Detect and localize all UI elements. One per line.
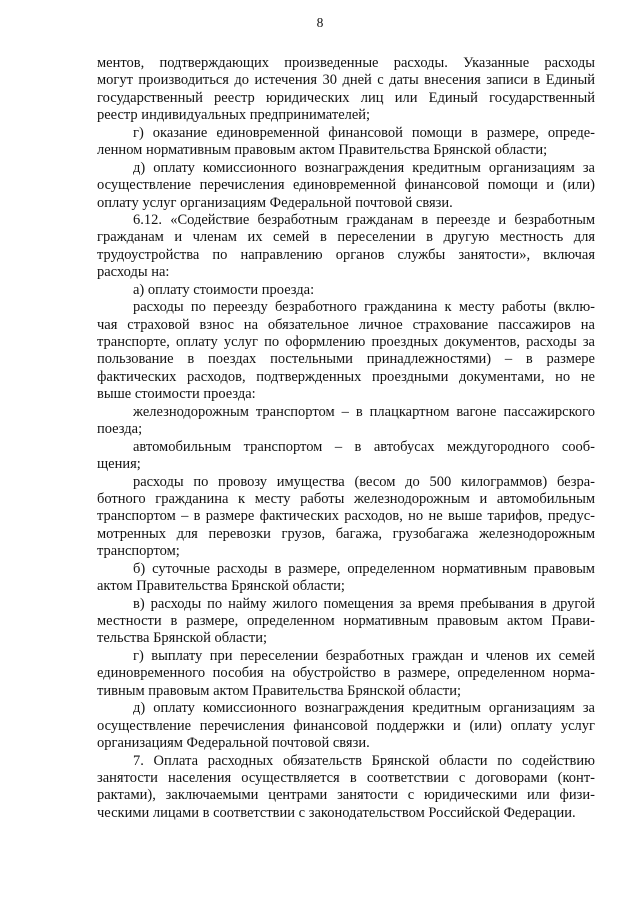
text-line: актом Правительства Брянской области; [97, 578, 345, 595]
text-line: мотренных для перевозки грузов, багажа, грузобагажа железнодорожным [97, 525, 595, 542]
text-line: занятости населения осуществляется в соответствии с договорами (конт- [97, 769, 595, 786]
text-line: ментов, подтверждающих произведенные расходы. Указанные расходы [97, 55, 595, 71]
text-line: расходы на: [97, 264, 170, 281]
text-line: расходы по провозу имущества (весом до 500 килограммов) безра- [133, 473, 595, 490]
text-line: могут производиться до истечения 30 дней с даты внесения записи в Единый [97, 72, 595, 89]
text-line: 7. Оплата расходных обязательств Брянской области по содействию [133, 752, 595, 769]
text-line: д) оплату комиссионного вознаграждения кредитным организациям за [133, 159, 595, 176]
text-line: автомобильным транспортом – в автобусах междугородного сооб- [133, 438, 595, 455]
text-line: рактами), заключаемыми центрами занятости с юридическими или физи- [97, 787, 595, 804]
text-line: г) оказание единовременной финансовой помощи в размере, опреде- [133, 124, 595, 141]
text-line: 6.12. «Содействие безработным гражданам в переезде и безработным [133, 211, 595, 228]
text-line: железнодорожным транспортом – в плацкартном вагоне пассажирского [133, 403, 595, 420]
text-line: трудоустройства по направлению органов службы занятости», включая [97, 246, 595, 263]
text-line: тивным правовым актом Правительства Брянской области; [97, 682, 462, 699]
text-line: ленном нормативным правовым актом Правительства Брянской области; [97, 142, 548, 159]
text-line: пользование в поездах постельными принадлежностями) – в размере [97, 351, 595, 368]
text-line: щения; [97, 456, 141, 473]
text-line: б) суточные расходы в размере, определенном нормативным правовым [133, 560, 595, 577]
text-line: осуществление перечисления единовременной финансовой помощи и (или) [97, 177, 595, 194]
text-line: в) расходы по найму жилого помещения за время пребывания в другой [133, 595, 595, 612]
document-body [97, 55, 595, 822]
text-line: тельства Брянской области; [97, 630, 267, 647]
text-line: осуществление перечисления финансовой поддержки и (или) оплату услуг [97, 717, 595, 734]
text-line: фактических расходов, подтвержденных проездными документами, но не [97, 368, 595, 385]
text-line: гражданам и членам их семей в переселении в другую местность для [97, 229, 595, 246]
page-number: 8 [316, 15, 324, 30]
text-line: расходы по переезду безработного гражданина к месту работы (вклю- [133, 299, 595, 316]
text-line: оплату услуг организациям Федеральной почтовой связи. [97, 194, 453, 211]
text-line: а) оплату стоимости проезда: [133, 281, 315, 298]
text-line: ческими лицами в соответствии с законодательством Российской Федерации. [97, 804, 576, 821]
text-line: чая страховой взнос на обязательное личное страхование пассажиров на [97, 316, 595, 333]
text-line: поезда; [97, 421, 143, 438]
text-line: выше стоимости проезда: [97, 386, 256, 403]
text-line: организациям Федеральной почтовой связи. [97, 735, 370, 752]
text-line: реестр индивидуальных предпринимателей; [97, 107, 371, 124]
text-line: транспортом – в размере фактических расходов, но не выше тарифов, предус- [97, 508, 595, 525]
text-line: единовременного пособия на обустройство в размере, определенном норма- [97, 665, 595, 682]
text-line: г) выплату при переселении безработных граждан и членов их семей [133, 647, 595, 664]
text-line: д) оплату комиссионного вознаграждения кредитным организациям за [133, 700, 595, 717]
text-line: транспорте, оплату услуг по оформлению проездных документов, расходы за [97, 334, 595, 350]
text-line: государственный реестр юридических лиц или Единый государственный [97, 89, 595, 106]
text-line: местности в размере, определенном нормативным правовым актом Прави- [97, 613, 595, 629]
text-line: ботного гражданина к месту работы железнодорожным и автомобильным [97, 490, 595, 507]
text-line: транспортом; [97, 543, 180, 560]
